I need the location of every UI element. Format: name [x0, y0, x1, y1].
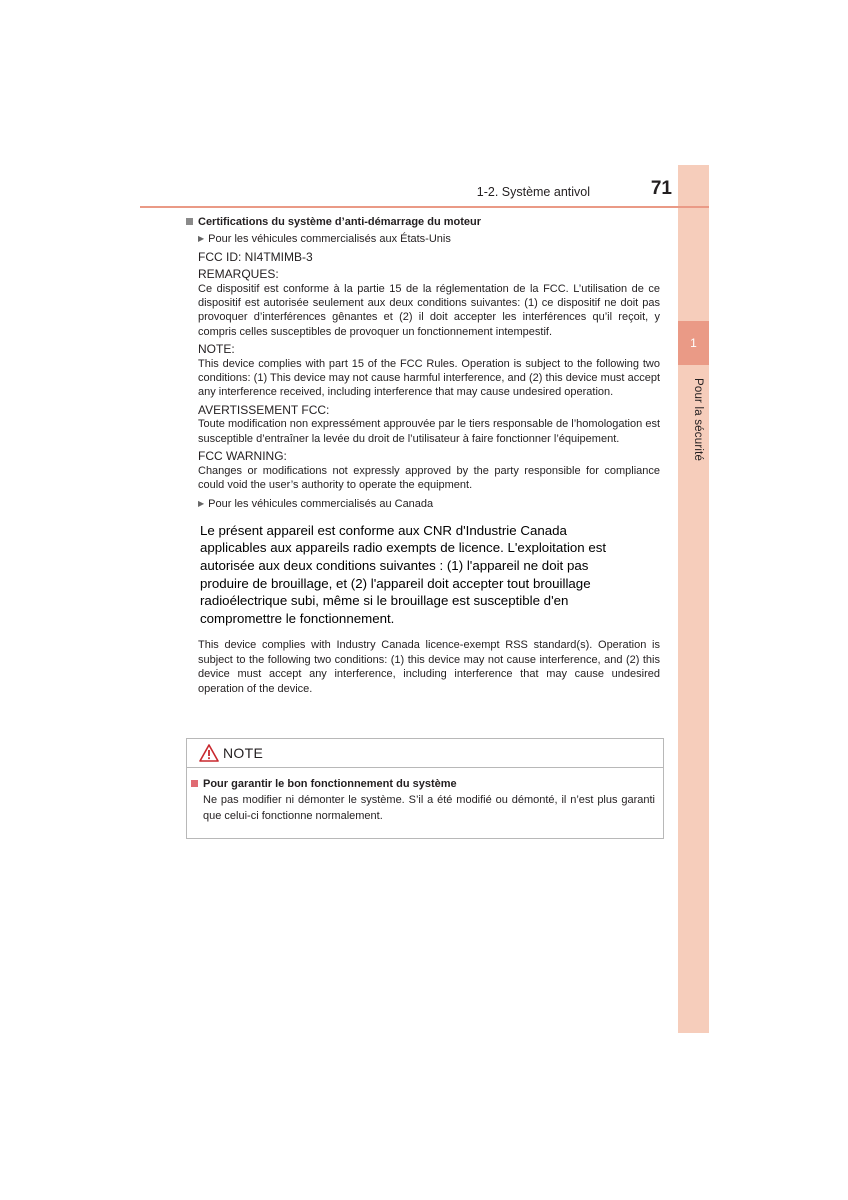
- remarques-text: Ce dispositif est conforme à la partie 15 de la réglementation de la FCC. L’utilisation de ce dispositif est autorisée seulement aux deux conditions suivantes: (1) ce dispositif ne doit pas provoquer d’interférences gênantes et (2) il doit accepter les interférences qu’il reçoit, y compris celles susceptibles de provoquer un fonctionnement intempestif.: [198, 282, 660, 338]
- fcc-id: FCC ID: NI4TMIMB-3: [198, 249, 313, 264]
- certifications-heading: [186, 215, 660, 229]
- canada-fr-line: radioélectrique subi, même si le brouillage est susceptible d'en: [200, 593, 569, 609]
- notice-text: Ne pas modifier ni démonter le système. S’il a été modifié ou démonté, il n’est plus garanti que celui-ci fonctionne normalement.: [203, 793, 655, 822]
- canada-fr-line: autorisée aux deux conditions suivantes : (1) l'appareil ne doit pas: [200, 557, 589, 573]
- canada-bullet: [198, 497, 660, 511]
- canada-fr-line: Le présent appareil est conforme aux CNR d'Industrie Canada: [200, 522, 567, 538]
- chapter-label: Pour la sécurité: [692, 378, 704, 462]
- side-tab-background: [678, 165, 709, 1033]
- notice-box: [186, 738, 664, 839]
- notice-title: NOTE: [223, 745, 264, 761]
- warning-label: FCC WARNING:: [198, 449, 287, 464]
- main-content: [186, 215, 660, 696]
- notice-body: [187, 768, 663, 824]
- remarques-label: REMARQUES:: [198, 267, 279, 282]
- notice-subheading: [191, 777, 655, 793]
- page-number: 71: [650, 178, 672, 199]
- warning-triangle-icon: [199, 744, 219, 762]
- canada-french-notice: [200, 522, 620, 628]
- chapter-number: 1: [690, 336, 697, 350]
- note-text: This device complies with part 15 of the FCC Rules. Operation is subject to the following two conditions: (1) This device may not cause harmful interference, and (2) this device must accept any interference received, including interference that may cause undesired operation.: [198, 357, 660, 399]
- section-title: 1-2. Système antivol: [476, 185, 590, 199]
- canada-fr-line: compromettre le fonctionnement.: [200, 610, 395, 626]
- certifications-heading-text: Certifications du système d’anti-démarrage du moteur: [198, 216, 482, 228]
- triangle-bullet-icon: ▶: [198, 499, 205, 509]
- canada-fr-line: produire de brouillage, et (2) l'appareil doit accepter tout brouillage: [200, 575, 591, 591]
- gray-square-bullet-icon: [186, 218, 193, 225]
- avertissement-text: Toute modification non expressément approuvée par le tiers responsable de l’homologation est susceptible d’entraîner la levée du droit de l’utilisateur à faire fonctionner l’équipement.: [198, 418, 660, 445]
- header-divider: [140, 206, 709, 208]
- canada-english-notice: This device complies with Industry Canada licence-exempt RSS standard(s). Operation is subject to the following two conditions: (1) this device may not cause interference, and (2) this device must accept any interference, including interference that may cause undesired operation of the device.: [198, 639, 660, 695]
- usa-bullet: [198, 232, 660, 246]
- triangle-bullet-icon: ▶: [198, 234, 205, 244]
- chapter-number-tab[interactable]: [678, 321, 709, 365]
- red-square-bullet-icon: [191, 780, 198, 787]
- warning-text: Changes or modifications not expressly approved by the party responsible for compliance could void the user’s authority to operate the equipment.: [198, 464, 660, 491]
- notice-subheading-text: Pour garantir le bon fonctionnement du système: [203, 778, 457, 790]
- canada-bullet-text: Pour les véhicules commercialisés au Canada: [208, 498, 434, 511]
- note-label: NOTE:: [198, 342, 235, 357]
- canada-fr-line: applicables aux appareils radio exempts de licence. L'exploitation est: [200, 540, 607, 556]
- notice-header: [187, 739, 663, 768]
- avertissement-label: AVERTISSEMENT FCC:: [198, 402, 330, 417]
- usa-bullet-text: Pour les véhicules commercialisés aux États-Unis: [208, 233, 451, 246]
